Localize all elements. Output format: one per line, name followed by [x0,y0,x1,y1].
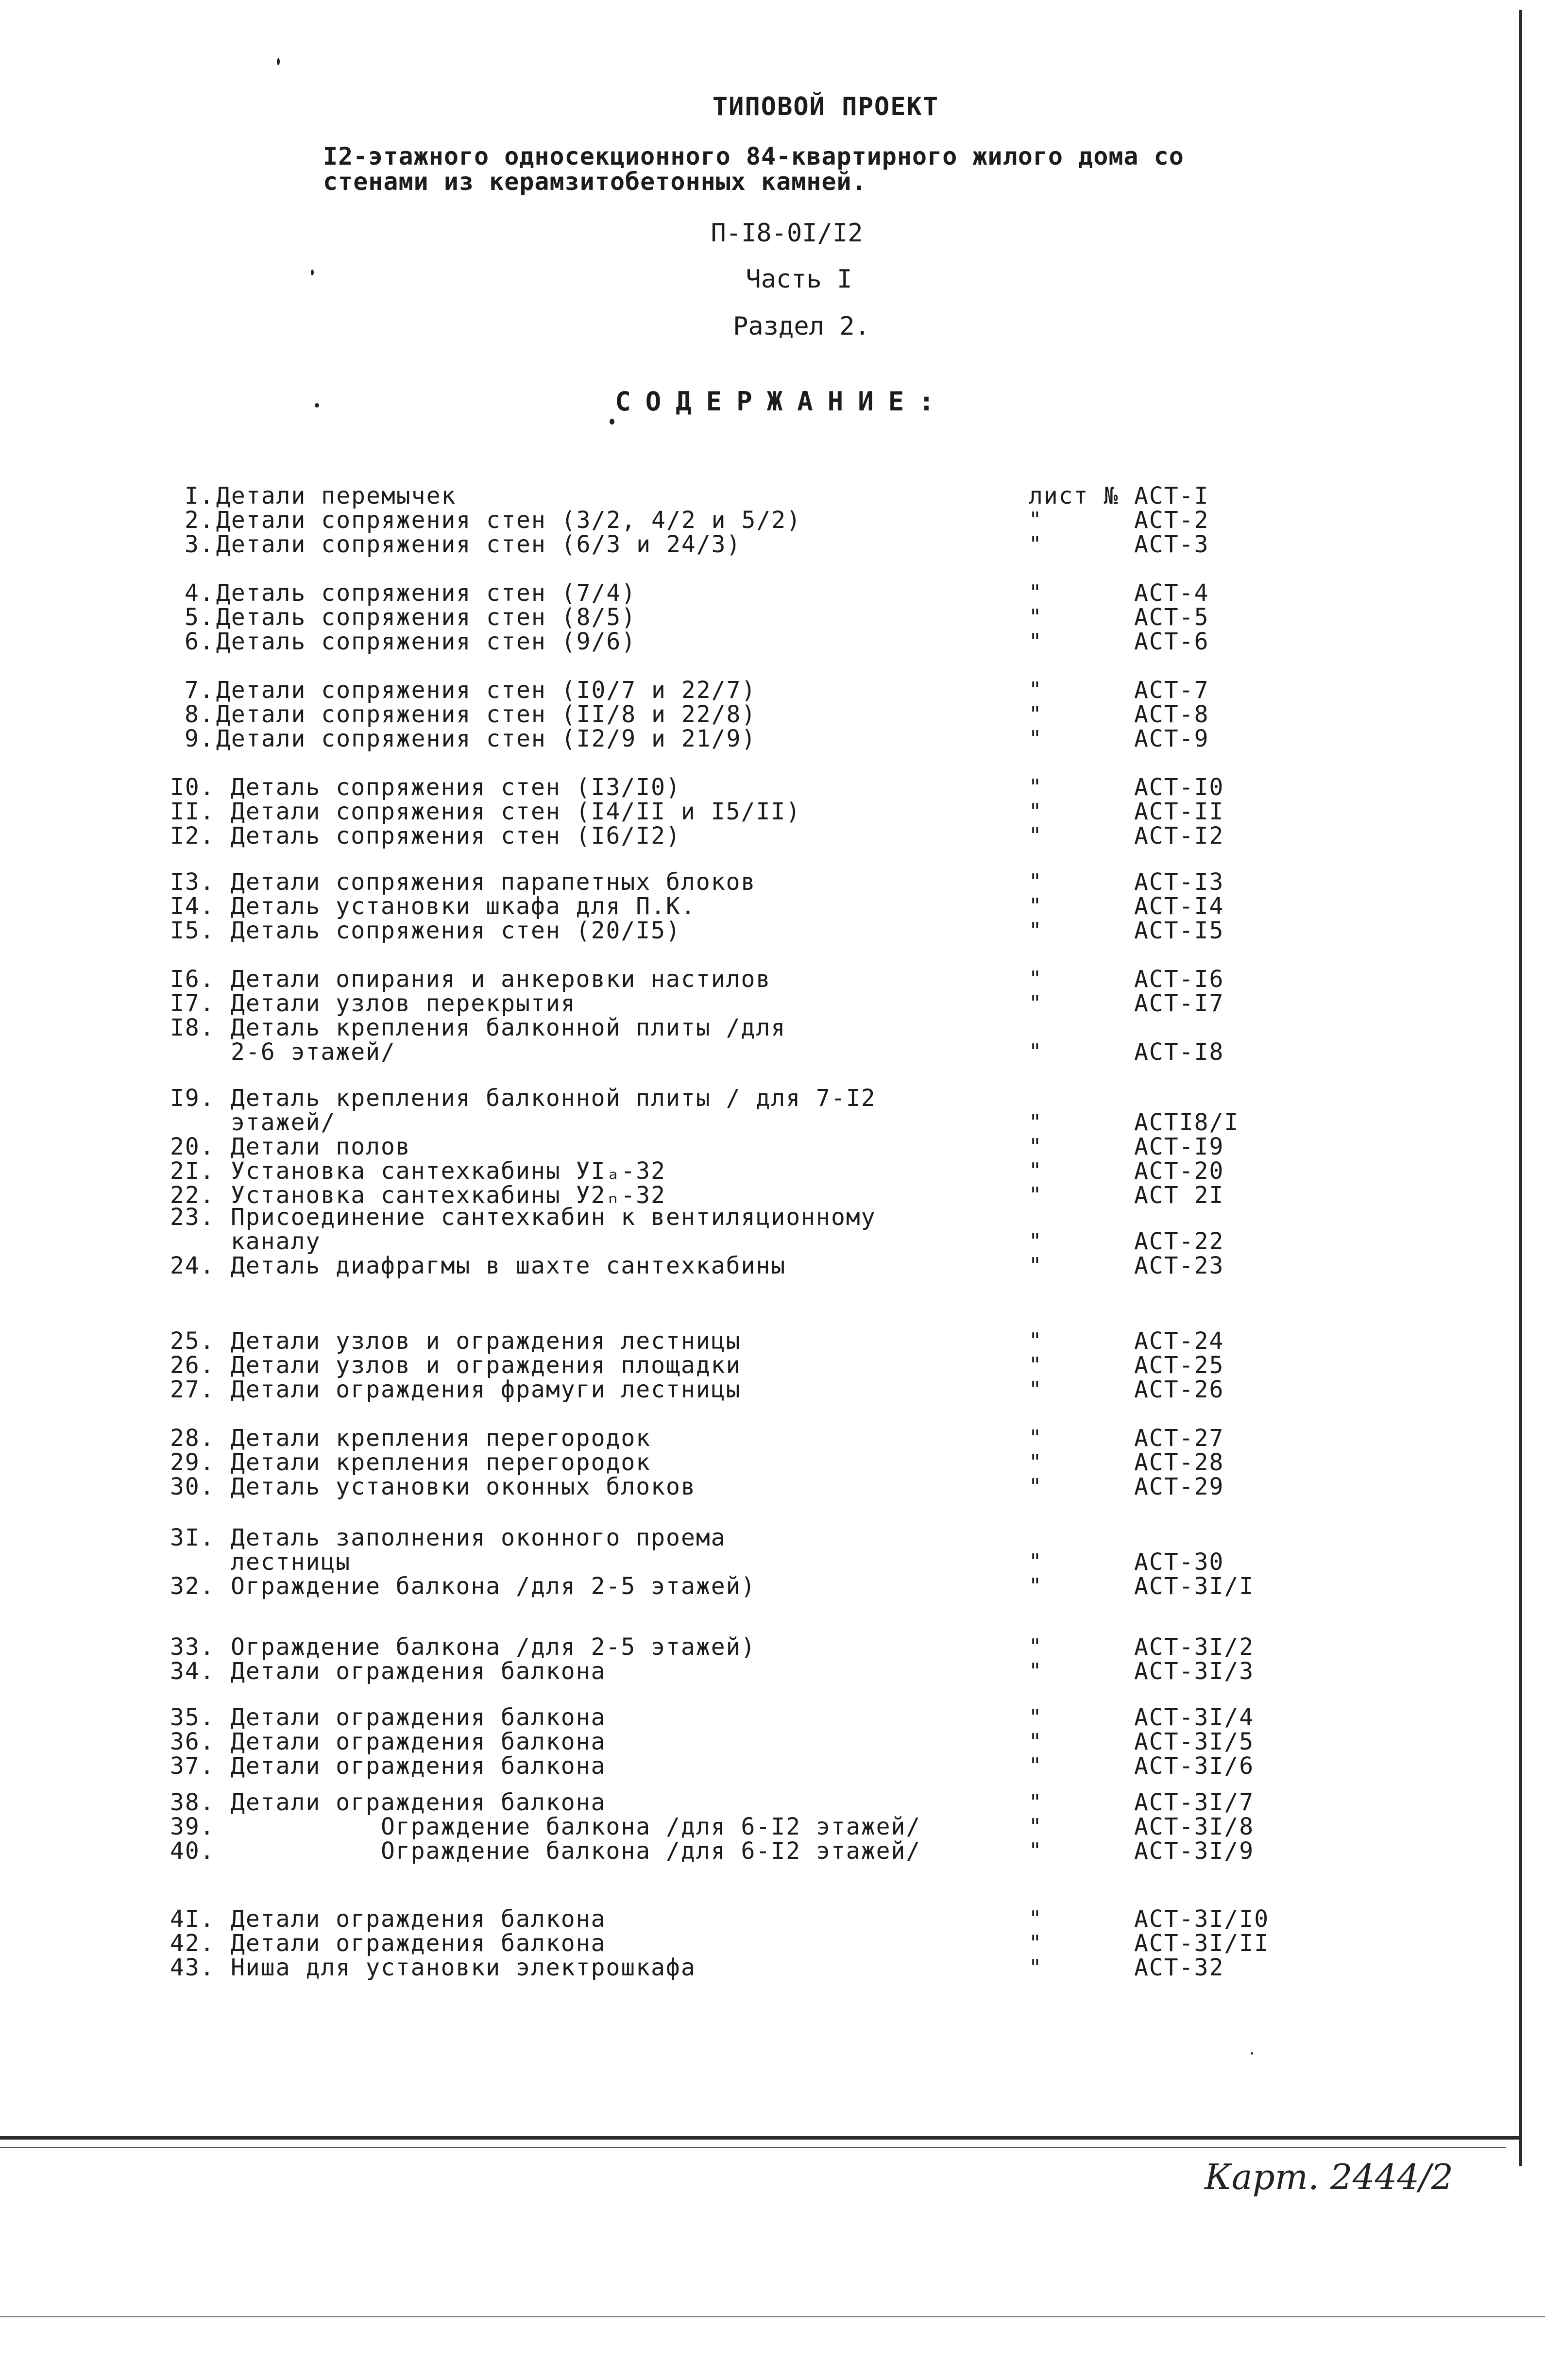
toc-item-number: 37. [170,1752,215,1780]
toc-item-sheet: АСТ-26 [1134,1376,1224,1403]
toc-item-number: 23. [170,1204,215,1231]
toc-item-number: 34. [170,1658,215,1685]
part-label: Часть I [746,265,852,294]
scan-bottom-line [0,2316,1545,2317]
toc-item-title: каналу [231,1228,321,1255]
toc-item-sheet: АСТ-29 [1134,1473,1224,1500]
toc-item-title: Деталь сопряжения стен (8/5) [216,604,637,631]
toc-item-title: Деталь сопряжения стен (9/6) [216,628,637,655]
toc-item-title: Деталь крепления балконной плиты /для [231,1014,786,1041]
toc-item-title: Детали сопряжения стен (6/3 и 24/3) [216,531,742,558]
ditto-mark: " [1029,629,1043,654]
toc-item-title: Ограждение балкона /для 2-5 этажей) [231,1633,756,1661]
toc-item-sheet: АСТ-I3 [1134,868,1224,896]
ditto-mark: " [1029,1134,1043,1159]
toc-item-sheet: АСТ-24 [1134,1327,1224,1355]
toc-item-sheet: АСТ-32 [1134,1954,1224,1981]
document-subtitle-line2: стенами из керамзитобетонных камней. [323,168,867,196]
ditto-mark: " [1029,1659,1043,1683]
toc-item-number: 35. [170,1704,215,1731]
toc-item-number: 9. [185,725,215,752]
toc-item-sheet: АСТ-30 [1134,1548,1224,1576]
toc-item-title: Детали ограждения балкона [231,1930,606,1957]
toc-item-number: 8. [185,701,215,728]
toc-item-sheet: АСТ-6 [1134,628,1209,655]
toc-item-number: 27. [170,1376,215,1403]
toc-item-title: Детали сопряжения парапетных блоков [231,868,756,896]
toc-item-number: I6. [170,966,215,993]
toc-item-sheet: АСТ-I7 [1134,990,1224,1017]
toc-item-sheet: АСТ-I5 [1134,917,1224,944]
toc-item-number: 28. [170,1425,215,1452]
section-label: Раздел 2. [733,312,870,341]
ditto-mark: " [1029,1549,1043,1574]
toc-item-number: 2I. [170,1157,215,1185]
toc-item-number: 4. [185,579,215,607]
toc-item-sheet: АСТ-II [1134,798,1224,825]
toc-item-number: 24. [170,1252,215,1279]
toc-item-title: Детали полов [231,1133,411,1160]
scan-speck [315,403,319,408]
toc-item-number: I9. [170,1085,215,1112]
toc-item-sheet: АСТ-3I/7 [1134,1789,1255,1816]
toc-item-sheet: АСТ-3I/I [1134,1573,1255,1600]
toc-item-title: Детали сопряжения стен (I4/II и I5/II) [231,798,801,825]
scan-speck [1251,2052,1253,2055]
toc-item-number: 3. [185,531,215,558]
toc-item-number: 29. [170,1449,215,1476]
toc-item-number: 5. [185,604,215,631]
ditto-mark: " [1029,726,1043,751]
toc-item-title: Деталь диафрагмы в шахте сантехкабины [231,1252,786,1279]
toc-item-number: 30. [170,1473,215,1500]
toc-item-sheet: АСТ-28 [1134,1449,1224,1476]
toc-item-sheet: АСТ-3I/I0 [1134,1905,1270,1933]
toc-item-title: Ограждение балкона /для 6-I2 этажей/ [231,1837,921,1865]
scan-speck [277,58,280,65]
toc-item-number: 6. [185,628,215,655]
document-title: ТИПОВОЙ ПРОЕКТ [712,92,939,121]
toc-item-number: 4I. [170,1905,215,1933]
ditto-mark: " [1029,1450,1043,1475]
toc-item-title: Детали ограждения балкона [231,1905,606,1933]
ditto-mark: " [1029,967,1043,991]
toc-item-sheet: АСТ-I0 [1134,774,1224,801]
toc-item-number: 7. [185,677,215,704]
toc-item-title: Детали ограждения балкона [231,1704,606,1731]
toc-item-number: I4. [170,893,215,920]
toc-item-number: 20. [170,1133,215,1160]
ditto-mark: " [1029,1353,1043,1377]
toc-item-title: Деталь сопряжения стен (20/I5) [231,917,681,944]
toc-item-sheet: АСТ-22 [1134,1228,1224,1255]
ditto-mark: " [1029,1753,1043,1778]
toc-item-number: 32. [170,1573,215,1600]
toc-item-title: Деталь заполнения оконного проема [231,1524,726,1551]
toc-item-title: Деталь сопряжения стен (I3/I0) [231,774,681,801]
ditto-mark: " [1029,1183,1043,1207]
sheet-number-label: лист № [1029,482,1119,510]
toc-item-sheet: АСТ-2 [1134,507,1209,534]
ditto-mark: " [1029,1574,1043,1598]
toc-item-title: лестницы [231,1548,351,1576]
scan-speck [610,419,614,425]
toc-item-number: 25. [170,1327,215,1355]
toc-item-number: I5. [170,917,215,944]
toc-item-title: Детали крепления перегородок [231,1449,651,1476]
toc-item-number: 43. [170,1954,215,1981]
ditto-mark: " [1029,1906,1043,1931]
ditto-mark: " [1029,1426,1043,1450]
scan-speck [311,270,314,275]
toc-item-number: 36. [170,1728,215,1755]
toc-item-number: 2. [185,507,215,534]
contents-heading: СОДЕРЖАНИЕ: [615,386,949,417]
toc-item-title: Детали перемычек [216,482,457,510]
toc-item-sheet: АСТ-3I/6 [1134,1752,1255,1780]
toc-item-sheet: АСТ-I9 [1134,1133,1224,1160]
toc-item-sheet: АСТ-3I/9 [1134,1837,1255,1865]
toc-item-sheet: АСТ-3I/8 [1134,1813,1255,1840]
toc-item-sheet: АСТI8/I [1134,1109,1239,1136]
toc-item-title: Детали сопряжения стен (3/2, 4/2 и 5/2) [216,507,802,534]
toc-item-number: 38. [170,1789,215,1816]
ditto-mark: " [1029,918,1043,943]
toc-item-number: II. [170,798,215,825]
toc-item-title: Детали узлов и ограждения площадки [231,1352,741,1379]
toc-item-title: Присоединение сантехкабин к вентиляционному [231,1204,876,1231]
document-subtitle-line1: I2-этажного односекционного 84-квартирного жилого дома со [323,142,1184,170]
toc-item-title: Детали опирания и анкеровки настилов [231,966,771,993]
toc-item-number: I0. [170,774,215,801]
toc-item-sheet: АСТ-I4 [1134,893,1224,920]
page-frame-bottom-thin [0,2147,1506,2148]
toc-item-title: Установка сантехкабины УIₐ-32 [231,1157,666,1185]
ditto-mark: " [1029,1931,1043,1955]
ditto-mark: " [1029,869,1043,894]
toc-item-title: Ограждение балкона /для 6-I2 этажей/ [231,1813,921,1840]
toc-item-sheet: АСТ-3I/5 [1134,1728,1255,1755]
ditto-mark: " [1029,1634,1043,1659]
toc-item-title: Детали ограждения балкона [231,1658,606,1685]
toc-item-sheet: АСТ-I2 [1134,822,1224,850]
ditto-mark: " [1029,1955,1043,1980]
toc-item-sheet: АСТ-I [1134,482,1209,510]
toc-item-title: Детали узлов перекрытия [231,990,576,1017]
toc-item-title: Деталь установки шкафа для П.К. [231,893,696,920]
ditto-mark: " [1029,605,1043,629]
toc-item-number: I. [185,482,215,510]
toc-item-number: 33. [170,1633,215,1661]
toc-item-title: Ограждение балкона /для 2-5 этажей) [231,1573,756,1600]
toc-item-title: Деталь сопряжения стен (I6/I2) [231,822,681,850]
ditto-mark: " [1029,678,1043,702]
ditto-mark: " [1029,1110,1043,1135]
toc-item-number: 39. [170,1813,215,1840]
toc-item-title: Детали узлов и ограждения лестницы [231,1327,741,1355]
ditto-mark: " [1029,1253,1043,1278]
toc-item-number: 40. [170,1837,215,1865]
ditto-mark: " [1029,1377,1043,1402]
toc-item-number: I2. [170,822,215,850]
ditto-mark: " [1029,775,1043,799]
toc-item-sheet: АСТ-25 [1134,1352,1224,1379]
ditto-mark: " [1029,1705,1043,1730]
toc-item-number: 22. [170,1182,215,1209]
ditto-mark: " [1029,1814,1043,1839]
toc-item-number: I8. [170,1014,215,1041]
toc-item-title: Детали крепления перегородок [231,1425,651,1452]
ditto-mark: " [1029,1328,1043,1353]
toc-item-sheet: АСТ-3I/II [1134,1930,1270,1957]
toc-item-sheet: АСТ-9 [1134,725,1209,752]
ditto-mark: " [1029,1729,1043,1754]
ditto-mark: " [1029,1158,1043,1183]
toc-item-title: Детали сопряжения стен (I0/7 и 22/7) [216,677,757,704]
toc-item-sheet: АСТ-7 [1134,677,1209,704]
handwritten-archive-note: Карт. 2444/2 [1205,2157,1454,2197]
toc-item-title: Детали сопряжения стен (II/8 и 22/8) [216,701,757,728]
toc-item-title: Детали ограждения балкона [231,1789,606,1816]
ditto-mark: " [1029,1474,1043,1499]
page-frame-bottom [0,2136,1522,2140]
toc-item-title: Детали ограждения фрамуги лестницы [231,1376,741,1403]
ditto-mark: " [1029,1790,1043,1815]
toc-item-title: Установка сантехкабины У2ₙ-32 [231,1182,666,1209]
toc-item-sheet: АСТ 2I [1134,1182,1224,1209]
ditto-mark: " [1029,508,1043,532]
ditto-mark: " [1029,991,1043,1016]
toc-item-number: I7. [170,990,215,1017]
toc-item-sheet: АСТ-3I/2 [1134,1633,1255,1661]
toc-item-number: I3. [170,868,215,896]
ditto-mark: " [1029,532,1043,557]
toc-item-sheet: АСТ-3I/4 [1134,1704,1255,1731]
ditto-mark: " [1029,1229,1043,1254]
toc-item-title: Деталь установки оконных блоков [231,1473,696,1500]
toc-item-title: Деталь сопряжения стен (7/4) [216,579,637,607]
ditto-mark: " [1029,1838,1043,1863]
ditto-mark: " [1029,580,1043,605]
toc-item-number: 42. [170,1930,215,1957]
toc-item-title: Детали сопряжения стен (I2/9 и 21/9) [216,725,757,752]
ditto-mark: " [1029,894,1043,918]
toc-item-sheet: АСТ-I8 [1134,1038,1224,1066]
toc-item-title: Деталь крепления балконной плиты / для 7-I2 [231,1085,876,1112]
ditto-mark: " [1029,823,1043,848]
toc-item-title: 2-6 этажей/ [231,1038,396,1066]
toc-item-title: Детали ограждения балкона [231,1728,606,1755]
toc-item-sheet: АСТ-8 [1134,701,1209,728]
toc-item-sheet: АСТ-4 [1134,579,1209,607]
toc-item-sheet: АСТ-I6 [1134,966,1224,993]
toc-item-sheet: АСТ-3 [1134,531,1209,558]
ditto-mark: " [1029,702,1043,727]
toc-item-number: 3I. [170,1524,215,1551]
toc-item-title: Ниша для установки электрошкафа [231,1954,696,1981]
ditto-mark: " [1029,799,1043,824]
ditto-mark: " [1029,1039,1043,1064]
toc-item-sheet: АСТ-3I/3 [1134,1658,1255,1685]
project-code: П-I8-0I/I2 [711,219,863,248]
toc-item-title: этажей/ [231,1109,336,1136]
toc-item-sheet: АСТ-20 [1134,1157,1224,1185]
toc-item-number: 26. [170,1352,215,1379]
toc-item-sheet: АСТ-5 [1134,604,1209,631]
toc-item-title: Детали ограждения балкона [231,1752,606,1780]
toc-item-sheet: АСТ-23 [1134,1252,1224,1279]
toc-item-sheet: АСТ-27 [1134,1425,1224,1452]
